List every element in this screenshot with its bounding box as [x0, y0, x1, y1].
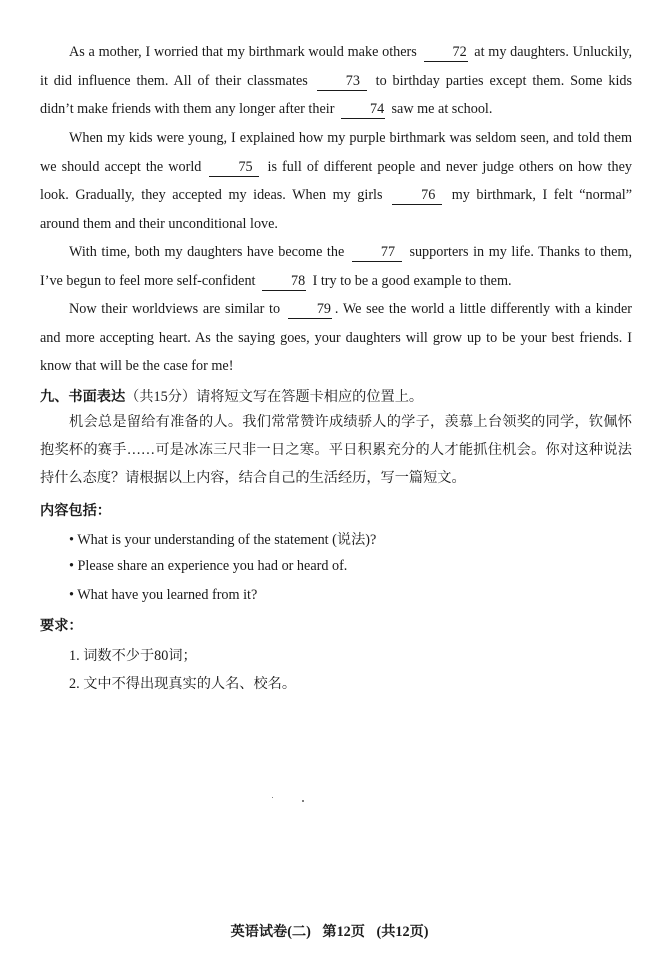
cloze-text: As a mother, I worried that my birthmark would make others [69, 44, 417, 60]
section-number-title: 九、书面表达 [40, 389, 126, 405]
cloze-text: supporters in my life. Thanks to them, I’ve begun to feel more self-confident [40, 244, 633, 289]
scan-speck [302, 800, 304, 802]
blank-77[interactable]: 77 [352, 244, 402, 262]
blank-73[interactable]: 73 [317, 73, 367, 91]
cloze-text: Now their worldviews are similar to [69, 301, 281, 317]
content-heading: 内容包括： [40, 503, 111, 519]
requirement-item: 2. 文中不得出现真实的人名、校名。 [69, 676, 297, 692]
cloze-text: is full of different people and never judge others on how they look. Gradually, they accepted my ideas. When my girls [40, 158, 632, 203]
cloze-text: my birthmark, I felt “normal” around them and their unconditional love. [40, 187, 633, 232]
blank-76[interactable]: 76 [392, 187, 442, 205]
blank-72[interactable]: 72 [424, 44, 468, 62]
writing-section-title [40, 386, 423, 406]
cloze-text: With time, both my daughters have become the [69, 244, 345, 260]
section-instruction: 请将短文写在答题卡相应的位置上。 [196, 389, 424, 405]
blank-79[interactable]: 79 [288, 301, 332, 319]
scan-speck [272, 797, 273, 798]
page-footer [0, 921, 659, 941]
blank-78[interactable]: 78 [262, 273, 306, 291]
writing-prompt: 机会总是留给有准备的人。我们常常赞许成绩骄人的学子，羡慕上台领奖的同学，钦佩怀抱奖杯的赛手……可是冰冻三尺非一日之寒。平日积累充分的人才能抓住机会。你对这种说法持什么态度？请根据以上内容，结合自己的生活经历，写一篇短文。 [40, 414, 632, 486]
content-item: • What have you learned from it? [69, 587, 258, 603]
cloze-text: . We see the world a little differently with a kinder and more accepting heart. As the saying goes, your daughters will grow up to be your best friends. I know that will be the case for me! [40, 301, 633, 374]
blank-74[interactable]: 74 [341, 101, 385, 119]
cloze-text: I try to be a good example to them. [312, 272, 512, 289]
requirements-heading: 要求： [40, 618, 83, 634]
requirement-item: 1. 词数不少于80词； [69, 648, 197, 664]
cloze-text: at my daughters. Unluckily, it did influence them. All of their classmates [40, 44, 632, 89]
cloze-text: to birthday parties except them. Some kids didn’t make friends with them any longer after their [40, 72, 633, 117]
cloze-text: When my kids were young, I explained how my purple birthmark was seldom seen, and told them we should accept the world [40, 130, 632, 175]
footer-page-total: (共12页) [376, 924, 429, 940]
cloze-paragraph-4 [40, 295, 632, 381]
content-item: • What is your understanding of the statement (说法)? [69, 532, 377, 548]
cloze-paragraph-2 [40, 124, 632, 238]
blank-75[interactable]: 75 [209, 159, 259, 177]
footer-exam-name: 英语试卷(二) [230, 924, 311, 940]
cloze-paragraph-1 [40, 38, 632, 124]
content-item: • Please share an experience you had or heard of. [69, 558, 348, 574]
cloze-paragraph-3 [40, 238, 632, 295]
cloze-text: saw me at school. [391, 101, 493, 117]
footer-page-number: 第12页 [322, 924, 365, 940]
section-points: （共15分） [125, 389, 197, 405]
